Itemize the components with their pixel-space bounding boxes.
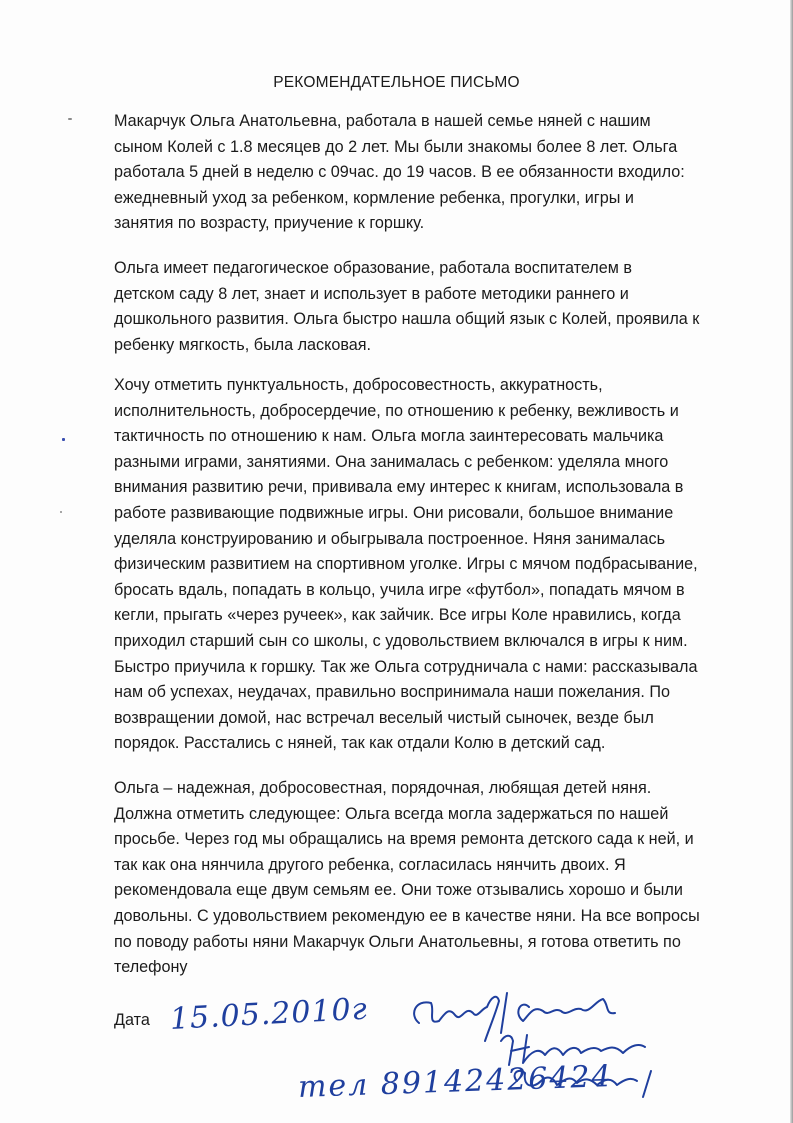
text-line: Хочу отметить пунктуальность, добросовестность, аккуратность,	[114, 376, 603, 394]
text-line: работала 5 дней в неделю с 09час. до 19 часов. В ее обязанности входило:	[114, 163, 685, 182]
handwritten-phone: тел 89142426424	[297, 1059, 614, 1105]
text-line: довольны. С удовольствием рекомендую ее в качестве няни. На все вопросы	[114, 906, 700, 925]
paragraph-2	[114, 256, 754, 358]
text-line: так как она нянчила другого ребенка, согласилась нянчить двоих. Я	[114, 855, 626, 874]
text-line: бросать вдаль, попадать в кольцо, учила игре «футбол», попадать мячом в	[114, 580, 685, 599]
text-line: занятия по возрасту, приучение к горшку.	[114, 214, 425, 233]
text-line: тактичность по отношению к нам. Ольга могла заинтересовать мальчика	[114, 427, 664, 446]
text-line: Быстро приучила к горшку. Так же Ольга сотрудничала с нами: рассказывала	[114, 657, 698, 676]
text-line: разными играми, занятиями. Она занималась с ребенком: уделяла много	[114, 452, 669, 471]
text-line: ребенку мягкость, была ласковая.	[114, 335, 372, 354]
paragraph-1	[114, 109, 754, 237]
text-line: Ольга – надежная, добросовестная, порядочная, любящая детей няня.	[114, 779, 652, 797]
text-line: внимания развитию речи, прививала ему интерес к книгам, использовала в	[114, 478, 684, 497]
paragraph-3	[114, 373, 754, 757]
handwritten-date: 15.05.2010г	[169, 991, 369, 1037]
text-line: ежедневный уход за ребенком, кормление ребенка, прогулки, игры и	[114, 188, 634, 207]
text-line: по поводу работы няни Макарчук Ольги Анатольевны, я готова ответить по	[114, 932, 681, 951]
text-line: рекомендовала еще двум семьям ее. Они тоже отзывались хорошо и были	[114, 881, 683, 900]
text-line: просьбе. Через год мы обращались на время ремонта детского сада к ней, и	[114, 830, 694, 849]
text-line: Макарчук Ольга Анатольевна, работала в нашей семье няней с нашим	[114, 112, 651, 130]
text-line: детском саду 8 лет, знает и использует в работе методики раннего и	[114, 284, 629, 303]
text-line: сыном Колей с 1.8 месяцев до 2 лет. Мы были знакомы более 8 лет. Ольга	[114, 137, 678, 156]
scan-speck	[60, 511, 62, 513]
text-line: Должна отметить следующее: Ольга всегда могла задержаться по нашей	[114, 804, 669, 823]
text-line: физическим развитием на спортивном уголке. Игры с мячом подбрасывание,	[114, 555, 698, 574]
scan-speck	[68, 118, 72, 120]
text-line: порядок. Расстались с няней, так как отдали Колю в детский сад.	[114, 734, 606, 753]
text-line: кегли, прыгать «через ручеек», как зайчик. Все игры Коле нравились, когда	[114, 606, 681, 625]
text-line: нам об успехах, неудачах, правильно воспринимала наши пожелания. По	[114, 683, 670, 702]
text-line: исполнительность, добросердечие, по отношению к ребенку, вежливость и	[114, 401, 679, 420]
date-label: Дата	[114, 1011, 150, 1029]
text-line: уделяла конструированию и обыгрывала построенное. Няня занималась	[114, 529, 666, 548]
paragraph-4	[114, 776, 754, 981]
scan-speck	[62, 438, 65, 441]
text-line: Ольга имеет педагогическое образование, работала воспитателем в	[114, 259, 632, 277]
letter-title: РЕКОМЕНДАТЕЛЬНОЕ ПИСЬМО	[273, 74, 520, 91]
text-line: приходил старший сын со школы, с удовольствием включался в игры к ним.	[114, 631, 688, 650]
text-line: работе развивающие подвижные игры. Они рисовали, большое внимание	[114, 503, 674, 522]
text-line: дошкольного развития. Ольга быстро нашла общий язык с Колей, проявила к	[114, 310, 700, 329]
text-line: телефону	[114, 958, 188, 977]
text-line: возвращении домой, нас встречал веселый чистый сыночек, везде был	[114, 708, 654, 727]
